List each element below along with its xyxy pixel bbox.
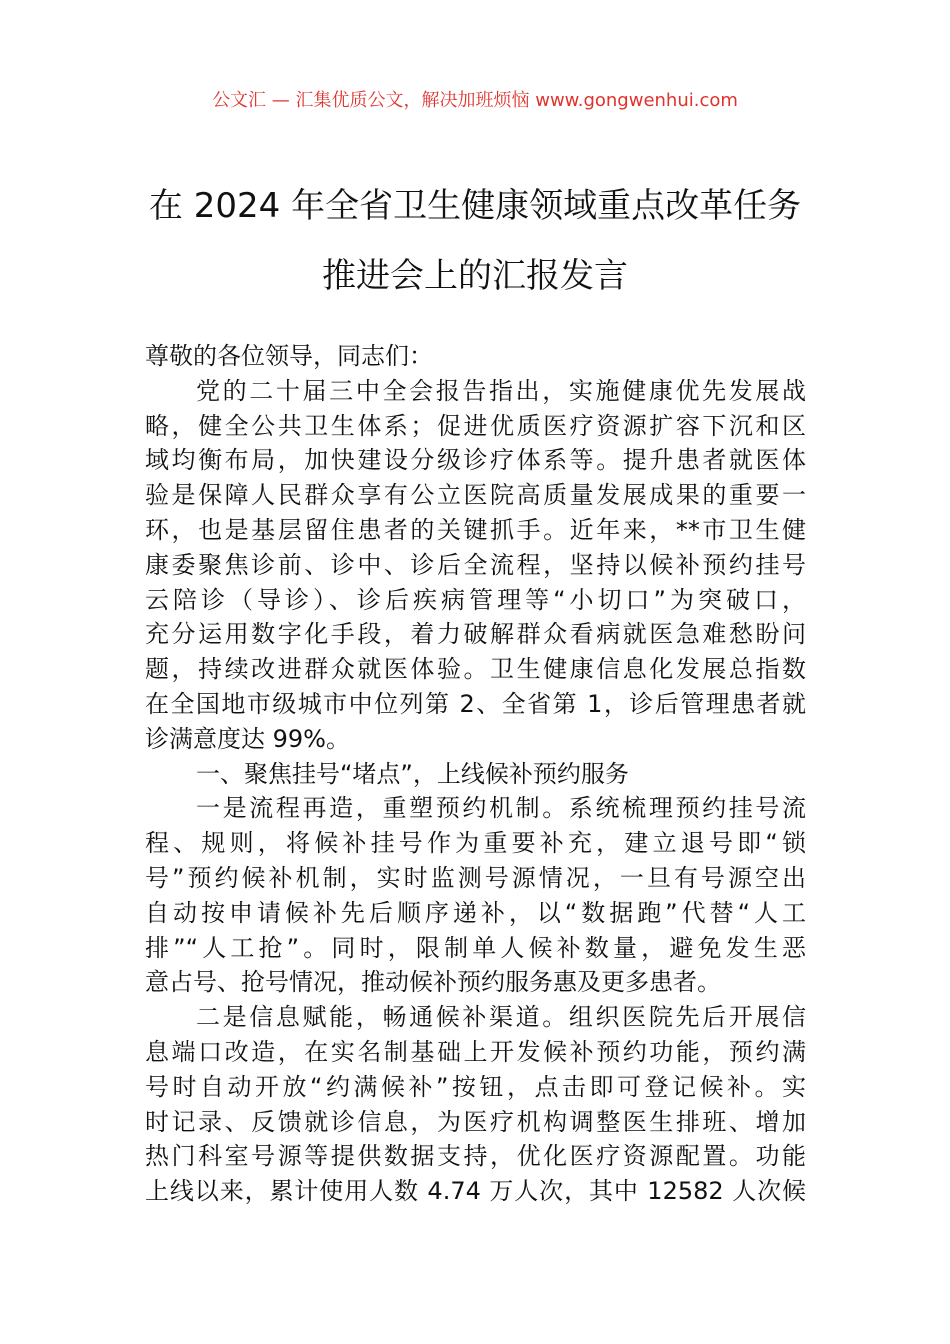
body-text-line: 略，健全公共卫生体系；促进优质医疗资源扩容下沉和区 <box>145 411 806 440</box>
body-text-line: 意占号、抢号情况，推动候补预约服务惠及更多患者。 <box>145 968 721 997</box>
site-watermark-header: 公文汇 — 汇集优质公文，解决加班烦恼 www.gongwenhui.com <box>212 90 738 111</box>
body-text-line: 诊满意度达 99%。 <box>145 724 350 753</box>
body-text-line: 一、聚焦挂号“堵点”，上线候补预约服务 <box>196 759 629 788</box>
body-text-line: 验是保障人民群众享有公立医院高质量发展成果的重要一 <box>145 481 806 510</box>
body-text-line: 一是流程再造，重塑预约机制。系统梳理预约挂号流 <box>196 794 806 823</box>
body-text-line: 上线以来，累计使用人数 4.74 万人次，其中 12582 人次候 <box>145 1177 806 1206</box>
body-text-line: 题，持续改进群众就医体验。卫生健康信息化发展总指数 <box>145 655 806 684</box>
body-text-line: 尊敬的各位领导，同志们： <box>145 342 433 370</box>
document-body <box>145 339 806 1209</box>
body-text-line: 域均衡布局，加快建设分级诊疗体系等。提升患者就医体 <box>145 446 806 475</box>
body-text-line: 程、规则，将候补挂号作为重要补充，建立退号即“锁 <box>145 829 806 858</box>
body-text-line: 息端口改造，在实名制基础上开发候补预约功能，预约满 <box>145 1037 806 1066</box>
body-text-line: 自动按申请候补先后顺序递补，以“数据跑”代替“人工 <box>145 898 806 927</box>
body-text-line: 排”“人工抢”。同时，限制单人候补数量，避免发生恶 <box>145 933 806 962</box>
body-text-line: 环，也是基层留住患者的关键抓手。近年来，**市卫生健 <box>145 515 806 544</box>
body-text-line: 号时自动开放“约满候补”按钮，点击即可登记候补。实 <box>145 1072 806 1101</box>
body-text-line: 在全国地市级城市中位列第 2、全省第 1，诊后管理患者就 <box>145 689 806 718</box>
body-text-line: 时记录、反馈就诊信息，为医疗机构调整医生排班、增加 <box>145 1107 806 1136</box>
body-text-line: 热门科室号源等提供数据支持，优化医疗资源配置。功能 <box>145 1142 806 1171</box>
body-text-line: 充分运用数字化手段，着力破解群众看病就医急难愁盼问 <box>145 620 806 649</box>
body-text-line: 党的二十届三中全会报告指出，实施健康优先发展战 <box>196 376 806 405</box>
document-title-line-1: 在 2024 年全省卫生健康领域重点改革任务 <box>148 186 802 226</box>
body-text-line: 云陪诊（导诊）、诊后疾病管理等“小切口”为突破口， <box>145 585 806 614</box>
body-text-line: 康委聚焦诊前、诊中、诊后全流程，坚持以候补预约挂号 <box>145 550 806 579</box>
document-title-line-2: 推进会上的汇报发言 <box>322 256 628 296</box>
body-text-line: 号”预约候补机制，实时监测号源情况，一旦有号源空出 <box>145 863 806 892</box>
body-text-line: 二是信息赋能，畅通候补渠道。组织医院先后开展信 <box>196 1003 806 1032</box>
